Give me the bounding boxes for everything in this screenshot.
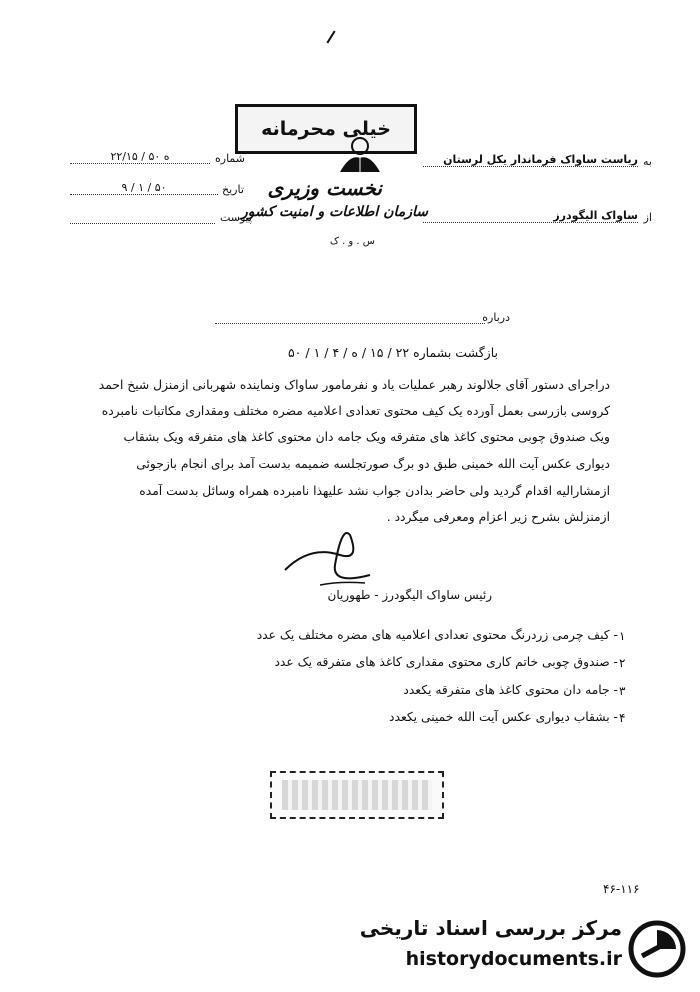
- body-line: کروسی بازرسی بعمل آورده یک کیف محتوی تعدادی اعلامیه مضره مختلف ومقداری مکاتبات نامبرده: [101, 404, 610, 418]
- watermark-title: مرکز بررسی اسناد تاریخی: [359, 916, 622, 940]
- number-label: شماره: [215, 152, 246, 165]
- archive-stamp: [270, 771, 444, 819]
- organization-name: سازمان اطلاعات و امنیت کشور: [241, 204, 428, 220]
- from-value: ساواک الیگودرز: [423, 209, 638, 223]
- item-number: ۱: [619, 629, 626, 643]
- body-line: دیواری عکس آیت الله خمینی طبق دو برگ صورتجلسه ضمیمه بدست آمد برای انجام بازجوئی: [136, 457, 610, 471]
- date-value: ۹ / ۱ / ۵۰: [70, 181, 218, 195]
- attachment-line: [70, 222, 215, 224]
- item-number: ۴: [619, 711, 626, 725]
- item-number: ۲: [619, 656, 626, 670]
- archive-logo-icon: [628, 920, 686, 978]
- page-number: ۴۶-۱۱۶: [603, 882, 640, 896]
- to-label: به: [643, 155, 652, 168]
- watermark-url: historydocuments.ir: [405, 948, 622, 970]
- list-item: - جامه دان محتوی کاغذ های متفرقه یکعدد: [403, 683, 618, 697]
- signature-title: رئیس ساواک الیگودرز - طهوریان: [327, 588, 492, 602]
- list-item: - صندوق چوبی خاتم کاری محتوی مقداری کاغذ های متفرقه یک عدد: [274, 655, 618, 669]
- date-label: تاریخ: [222, 183, 244, 196]
- body-line: ازمنزلش بشرح زیر اعزام ومعرفی میگردد .: [386, 510, 610, 524]
- ministry-name: نخست وزیری: [267, 176, 382, 200]
- number-value: ۲۲/۱۵ / ۵۰ ه: [70, 150, 210, 164]
- archive-stamp-fill: [282, 780, 432, 810]
- subject-line: [215, 322, 485, 324]
- list-item: - بشقاب دیواری عکس آیت الله خمینی یکعدد: [389, 710, 618, 724]
- reference-line: بازگشت بشماره ۲۲ / ۱۵ / ه / ۴ / ۱ / ۵۰: [287, 345, 498, 360]
- signature-scribble-icon: [280, 525, 390, 595]
- subject-label: درباره: [482, 311, 510, 324]
- organization-code: س . و . ک: [329, 236, 375, 247]
- stamp-text: خیلی محرمانه: [261, 118, 391, 140]
- watermark: [359, 916, 690, 992]
- body-line: ازمشارالیه اقدام گردید ولی حاضر بدادن جواب نشد علیهذا نامبرده همراه وسائل بدست آمده: [139, 484, 610, 498]
- attachment-label: پیوست: [220, 211, 253, 224]
- lion-sun-emblem-icon: [330, 132, 390, 176]
- list-item: - کیف چرمی زردرنگ محتوی تعدادی اعلامیه های مضره مختلف یک عدد: [256, 628, 618, 642]
- body-line: دراجرای دستور آقای جلالوند رهبر عملیات یاد و نفرمامور ساواک ونماینده شهربانی ازمنزل شیخ احمد: [98, 378, 610, 392]
- item-number: ۳: [619, 684, 626, 698]
- handwritten-slash: [326, 31, 335, 44]
- body-line: ویک صندوق چوبی محتوی کاغذ های متفرقه ویک جامه دان محتوی کاغذ های متفرقه ویک بشقاب: [123, 430, 610, 444]
- from-label: از: [643, 211, 652, 224]
- to-value: ریاست ساواک فرماندار یکل لرستان: [423, 153, 638, 167]
